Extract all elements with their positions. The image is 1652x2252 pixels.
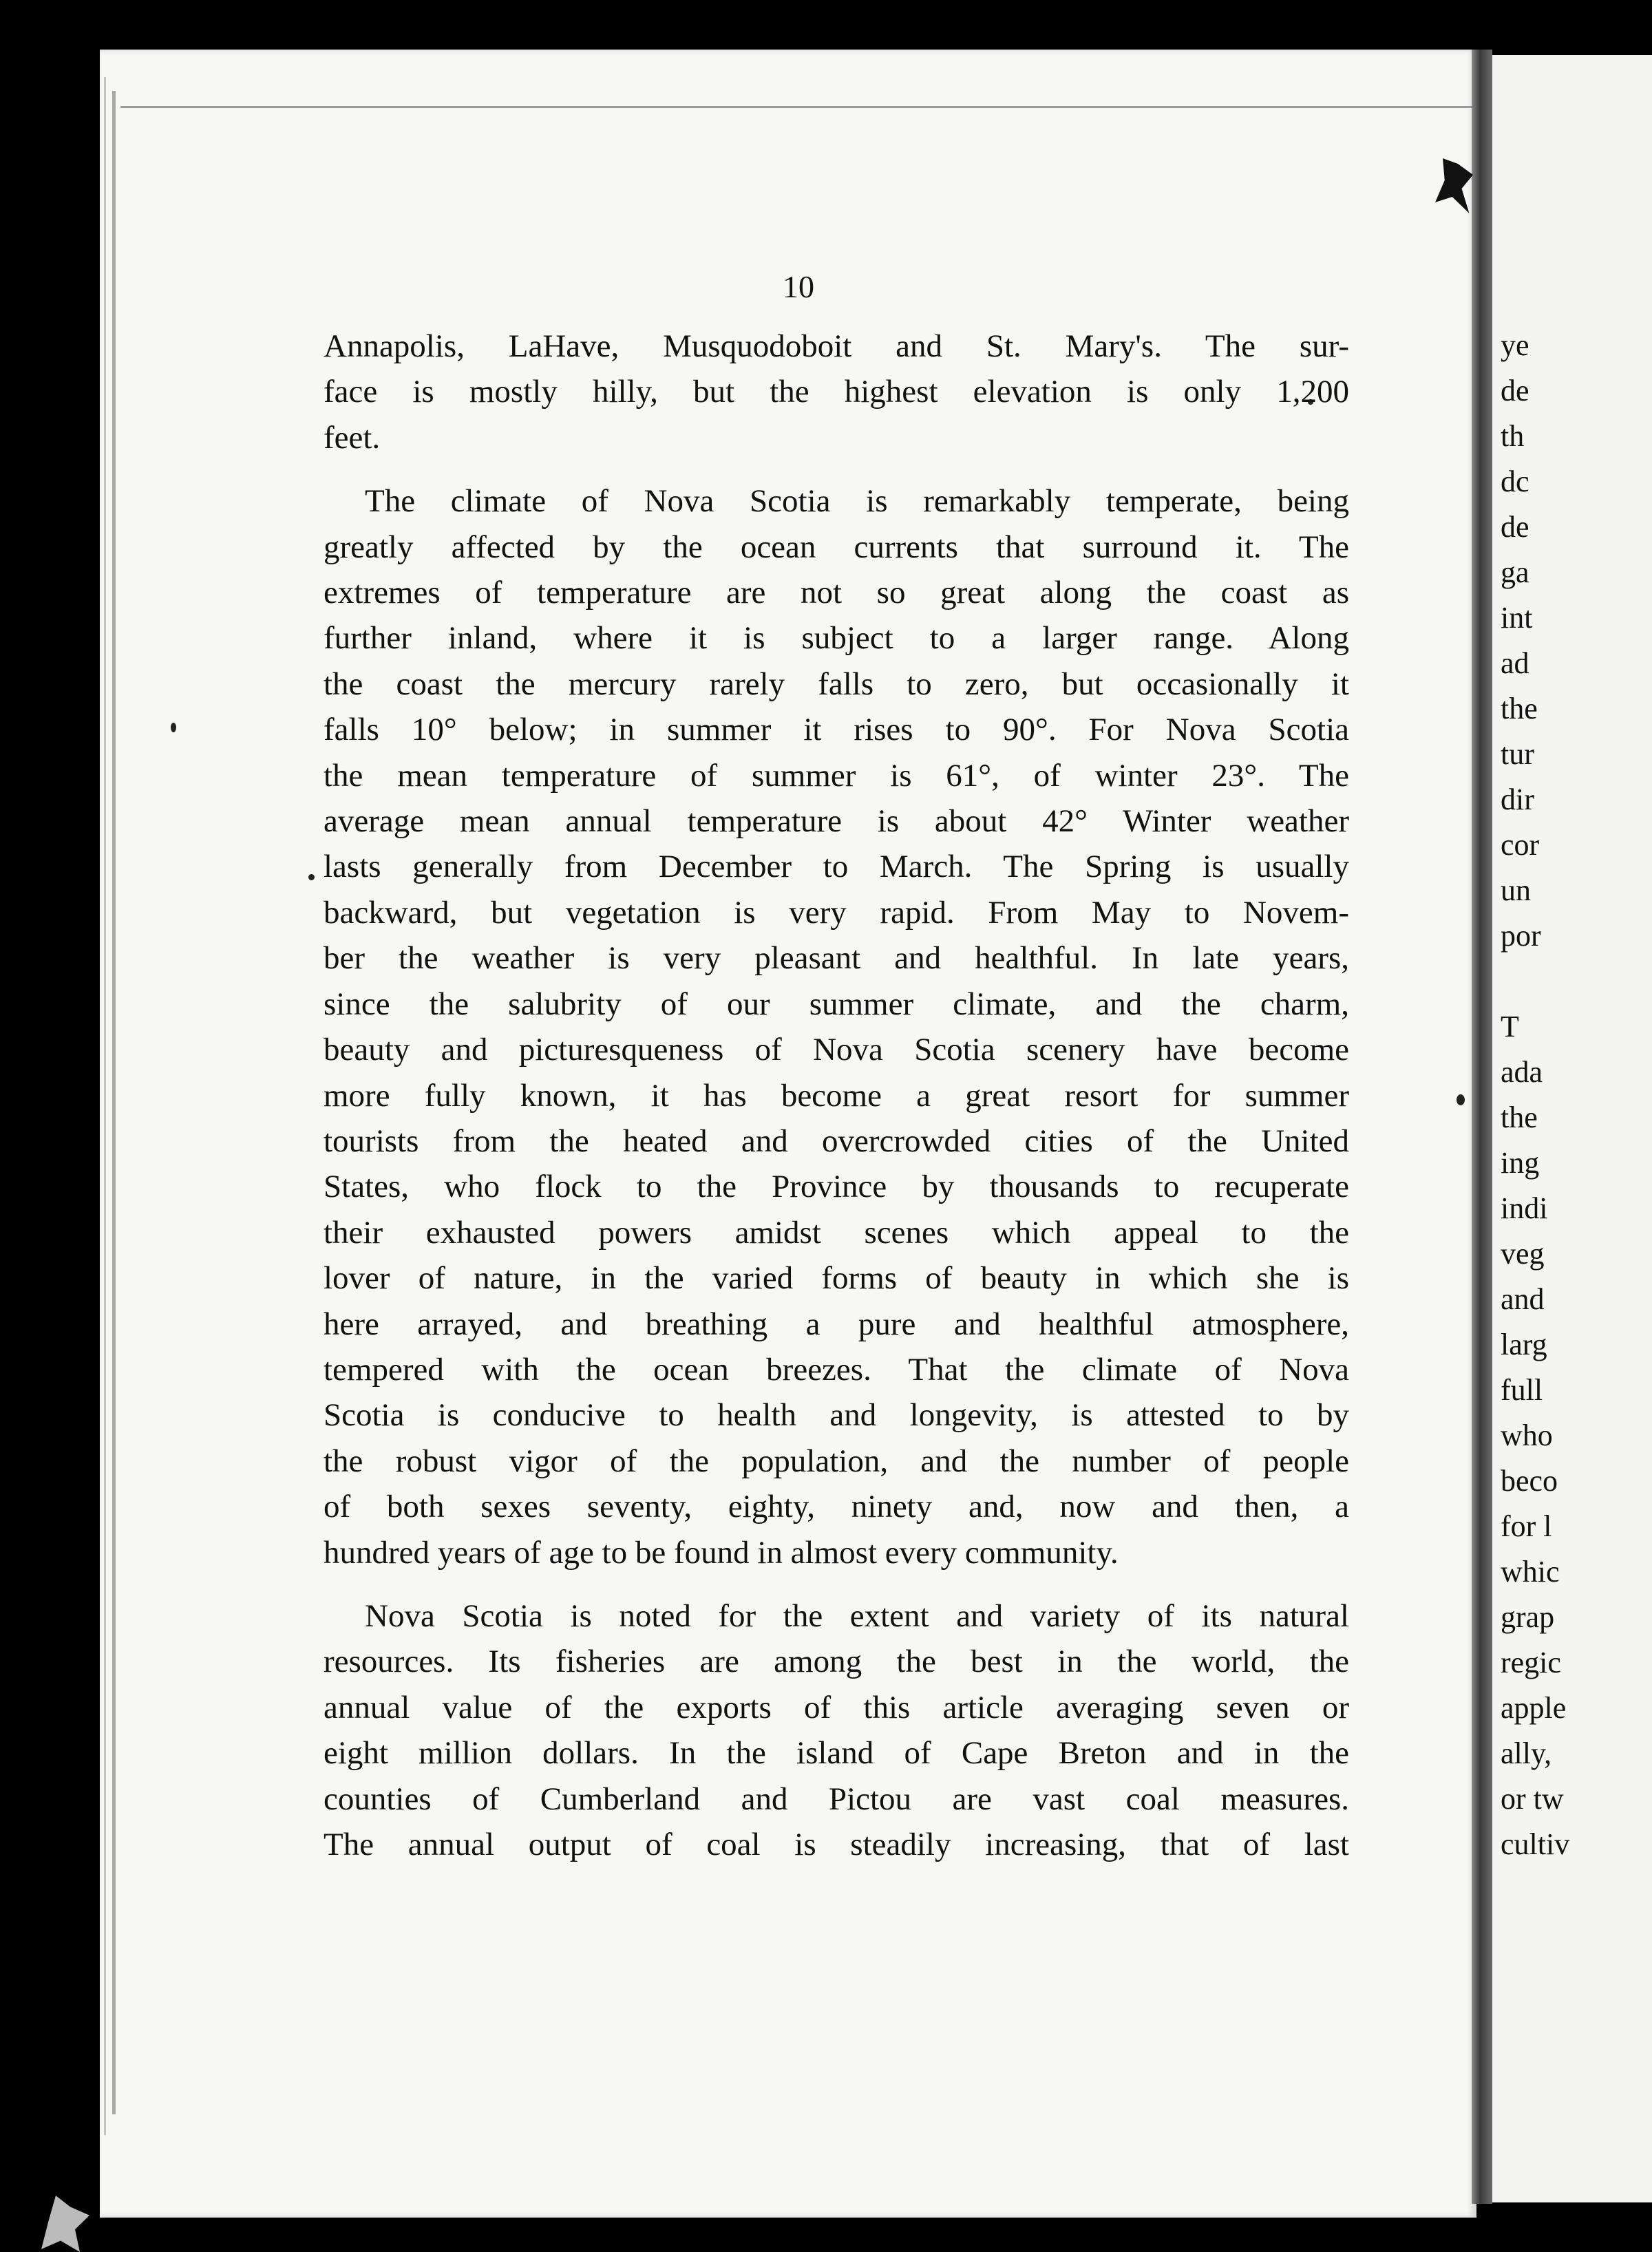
facing-fragment: or tw (1501, 1782, 1564, 1816)
facing-fragment: de (1501, 510, 1529, 544)
scan-artifact (41, 2196, 89, 2252)
text-line: more fully known, it has become a great resort for summer (324, 1077, 1349, 1114)
book-gutter (1472, 50, 1492, 2204)
facing-fragment: larg (1501, 1328, 1547, 1361)
text-line: extremes of temperature are not so great along the coast as (324, 575, 1349, 611)
text-line: hundred years of age to be found in almost every community. (324, 1534, 1119, 1571)
text-line: States, who flock to the Province by thousands to recuperate (324, 1169, 1349, 1205)
facing-fragment: dc (1501, 465, 1529, 498)
facing-fragment: un (1501, 873, 1531, 907)
text-line: annual value of the exports of this article averaging seven or (324, 1689, 1349, 1725)
facing-fragment: and (1501, 1282, 1545, 1316)
text-line: counties of Cumberland and Pictou are vast coal measures. (324, 1781, 1349, 1817)
text-line: average mean annual temperature is about 42° Winter weather (324, 803, 1349, 840)
speck (1457, 1094, 1465, 1105)
facing-fragment: th (1501, 419, 1525, 453)
text-line: tempered with the ocean breezes. That the climate of Nova (324, 1351, 1349, 1388)
facing-fragment: indi (1501, 1191, 1548, 1225)
text-line: greatly affected by the ocean currents that surround it. The (324, 529, 1349, 565)
text-line: resources. Its fisheries are among the best in the world, the (324, 1644, 1349, 1680)
text-line: their exhausted powers amidst scenes which appeal to the (324, 1214, 1349, 1251)
text-line: further inland, where it is subject to a larger range. Along (324, 620, 1349, 657)
speck (308, 874, 315, 880)
facing-fragment: who (1501, 1419, 1553, 1452)
text-line: Annapolis, LaHave, Musquodoboit and St. Mary's. The sur- (324, 328, 1349, 364)
page-edge-left (112, 91, 116, 2114)
paragraph (324, 478, 1349, 1575)
text-line: lasts generally from December to March. The Spring is usually (324, 849, 1349, 885)
facing-fragment: full (1501, 1373, 1543, 1407)
text-line: The annual output of coal is steadily increasing, that of last (324, 1827, 1349, 1862)
facing-fragment: ga (1501, 555, 1529, 589)
text-line: ber the weather is very pleasant and healthful. In late years, (324, 940, 1349, 977)
facing-fragment: the (1501, 1101, 1538, 1134)
facing-fragment: cultiv (1501, 1827, 1570, 1861)
text-line: feet. (324, 419, 381, 456)
facing-fragment: the (1501, 692, 1538, 725)
facing-fragment: dir (1501, 783, 1534, 816)
facing-fragment: ye (1501, 328, 1529, 362)
page-number: 10 (783, 269, 814, 304)
facing-fragment: int (1501, 601, 1533, 635)
facing-fragment: grap (1501, 1600, 1555, 1634)
facing-page-text (1492, 55, 1652, 2202)
text-line: beauty and picturesqueness of Nova Scotia scenery have become (324, 1032, 1349, 1068)
page-edge-left-inner (104, 77, 106, 2135)
text-line: tourists from the heated and overcrowded cities of the United (324, 1123, 1349, 1159)
text-line: lover of nature, in the varied forms of beauty in which she is (324, 1260, 1349, 1297)
paragraph (324, 323, 1349, 460)
facing-page (1492, 55, 1652, 2202)
facing-fragment: por (1501, 919, 1541, 953)
text-line: the robust vigor of the population, and the number of people (324, 1443, 1349, 1479)
facing-fragment: apple (1501, 1691, 1567, 1725)
facing-fragment: whic (1501, 1555, 1560, 1589)
text-line: eight million dollars. In the island of Cape Breton and in the (324, 1735, 1349, 1772)
text-line: backward, but vegetation is very rapid. From May to Novem- (324, 894, 1349, 931)
text-line: of both sexes seventy, eighty, ninety and, now and then, a (324, 1489, 1349, 1525)
facing-fragment: ing (1501, 1146, 1540, 1180)
text-line: The climate of Nova Scotia is remarkably temperate, being (365, 483, 1349, 520)
page-edge-top (120, 106, 1476, 108)
text-line: Nova Scotia is noted for the extent and variety of its natural (365, 1597, 1349, 1634)
text-line: here arrayed, and breathing a pure and healthful atmosphere, (324, 1306, 1349, 1342)
facing-fragment: T (1501, 1010, 1519, 1043)
text-line: since the salubrity of our summer climate, and the charm, (324, 986, 1349, 1022)
body-text (324, 323, 1349, 1867)
text-line: face is mostly hilly, but the highest elevation is only 1,200 (324, 374, 1349, 410)
facing-fragment: ad (1501, 646, 1529, 680)
speck (171, 723, 176, 732)
facing-fragment: cor (1501, 828, 1540, 862)
facing-fragment: for l (1501, 1509, 1552, 1543)
paragraph (324, 1593, 1349, 1867)
facing-fragment: de (1501, 374, 1529, 407)
text-line: Scotia is conducive to health and longevity, is attested to by (324, 1397, 1349, 1434)
text-line: falls 10° below; in summer it rises to 90°. For Nova Scotia (324, 712, 1349, 748)
facing-fragment: beco (1501, 1464, 1558, 1498)
facing-fragment: ada (1501, 1055, 1543, 1089)
facing-fragment: ally, (1501, 1736, 1552, 1770)
facing-fragment: veg (1501, 1237, 1545, 1271)
text-line: the coast the mercury rarely falls to zero, but occasionally it (324, 666, 1349, 702)
text-line: the mean temperature of summer is 61°, of winter 23°. The (324, 757, 1349, 794)
facing-fragment: regic (1501, 1646, 1561, 1679)
facing-fragment: tur (1501, 737, 1534, 771)
